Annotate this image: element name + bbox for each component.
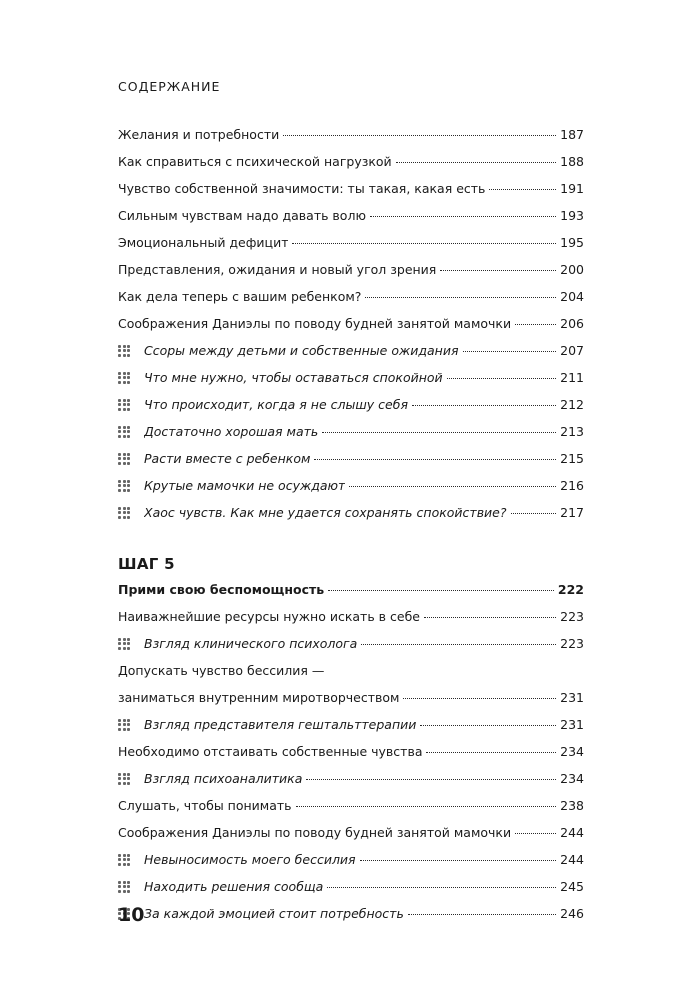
toc-group-b (118, 603, 584, 657)
dot-grid-icon (118, 453, 144, 465)
toc-page-number: 188 (560, 154, 584, 169)
toc-entry[interactable] (118, 175, 584, 202)
toc-subentry[interactable] (118, 765, 584, 792)
toc-entry[interactable] (118, 229, 584, 256)
toc-entry-title: Хаос чувств. Как мне удается сохранять спокойствие? (144, 505, 507, 520)
toc-page-number: 246 (560, 906, 584, 921)
toc-entry-title: Что мне нужно, чтобы оставаться спокойной (144, 370, 443, 385)
toc-subentry[interactable] (118, 499, 584, 526)
toc-entry-title: Расти вместе с ребенком (144, 451, 311, 466)
dot-leader (515, 833, 556, 834)
dot-leader (489, 189, 556, 190)
dot-leader (322, 432, 556, 433)
dot-grid-icon (118, 480, 144, 492)
toc-page-number: 195 (560, 235, 584, 250)
toc-page-number: 223 (560, 636, 584, 651)
toc-entry-title: За каждой эмоцией стоит потребность (144, 906, 404, 921)
dot-grid-icon (118, 773, 144, 785)
toc-entry-title: Невыносимость моего бессилия (144, 852, 356, 867)
toc-group-a (118, 121, 584, 526)
toc-entry-title: Взгляд представителя гештальттерапии (144, 717, 417, 732)
toc-entry-title: Эмоциональный дефицит (118, 235, 289, 250)
dot-leader (515, 324, 556, 325)
toc-entry-title: Взгляд психоаналитика (144, 771, 303, 786)
toc-subentry[interactable] (118, 391, 584, 418)
toc-subentry[interactable] (118, 337, 584, 364)
toc-entry[interactable] (118, 202, 584, 229)
dot-leader (296, 806, 557, 807)
toc-subentry[interactable] (118, 364, 584, 391)
toc-page-number: 245 (560, 879, 584, 894)
toc-entry[interactable] (118, 148, 584, 175)
toc-entry-title: Как дела теперь с вашим ребенком? (118, 289, 362, 304)
dot-leader (511, 513, 557, 514)
dot-leader (426, 752, 556, 753)
toc-page-number: 215 (560, 451, 584, 466)
toc-subentry[interactable] (118, 900, 584, 927)
toc-entry-title: Слушать, чтобы понимать (118, 798, 292, 813)
dot-leader (403, 698, 556, 699)
toc-entry-title: Крутые мамочки не осуждают (144, 478, 346, 493)
running-head: СОДЕРЖАНИЕ (118, 79, 221, 94)
dot-grid-icon (118, 507, 144, 519)
toc-page-number: 187 (560, 127, 584, 142)
toc-subentry[interactable] (118, 418, 584, 445)
toc-page-number: 234 (560, 744, 584, 759)
dot-leader (283, 135, 556, 136)
toc-page-number: 193 (560, 208, 584, 223)
toc-page-number: 234 (560, 771, 584, 786)
toc-page-number: 212 (560, 397, 584, 412)
toc-entry-title: Что происходит, когда я не слышу себя (144, 397, 408, 412)
toc-entry[interactable] (118, 792, 584, 819)
toc-entry-title: Соображения Даниэлы по поводу будней занятой мамочки (118, 825, 512, 840)
toc-entry[interactable] (118, 819, 584, 846)
dot-leader (447, 378, 556, 379)
toc-entry-title: Соображения Даниэлы по поводу будней занятой мамочки (118, 316, 512, 331)
toc-subentry[interactable] (118, 472, 584, 499)
toc-page-number: 244 (560, 825, 584, 840)
step-page-number: 222 (557, 582, 584, 597)
dot-grid-icon (118, 719, 144, 731)
dot-leader (306, 779, 556, 780)
dot-leader (420, 725, 556, 726)
step-title-entry[interactable] (118, 576, 584, 603)
toc-entry-title: Как справиться с психической нагрузкой (118, 154, 392, 169)
toc-entry-title: Представления, ожидания и новый угол зрения (118, 262, 437, 277)
toc-page-number: 217 (560, 505, 584, 520)
dot-grid-icon (118, 399, 144, 411)
dot-leader (408, 914, 556, 915)
toc-page-number: 204 (560, 289, 584, 304)
dot-leader (463, 351, 557, 352)
toc-page-number: 231 (560, 690, 584, 705)
toc-page-number: 238 (560, 798, 584, 813)
toc-page-number: 207 (560, 343, 584, 358)
toc-page-number: 200 (560, 262, 584, 277)
toc-entry-title-line2: заниматься внутренним миротворчеством (118, 690, 400, 705)
toc-subentry[interactable] (118, 711, 584, 738)
toc-entry-title: Ссоры между детьми и собственные ожидания (144, 343, 459, 358)
step-heading: ШАГ 5 (118, 555, 175, 573)
dot-grid-icon (118, 426, 144, 438)
toc-entry-title: Чувство собственной значимости: ты такая, какая есть (118, 181, 486, 196)
toc-entry[interactable] (118, 256, 584, 283)
dot-leader (360, 860, 557, 861)
toc-page-number: 244 (560, 852, 584, 867)
toc-entry-title: Необходимо отстаивать собственные чувства (118, 744, 423, 759)
dot-leader (361, 644, 556, 645)
toc-page-number: 191 (560, 181, 584, 196)
dot-leader (349, 486, 556, 487)
dot-leader (370, 216, 556, 217)
dot-leader (292, 243, 556, 244)
toc-entry-title: Достаточно хорошая мать (144, 424, 319, 439)
dot-leader (396, 162, 556, 163)
toc-subentry[interactable] (118, 846, 584, 873)
page-number: 10 (118, 904, 145, 926)
dot-leader (412, 405, 556, 406)
toc-group-c (118, 711, 584, 927)
toc-page-number: 231 (560, 717, 584, 732)
toc-page-number: 223 (560, 609, 584, 624)
dot-leader (365, 297, 556, 298)
toc-subentry[interactable] (118, 445, 584, 472)
toc-entry[interactable] (118, 121, 584, 148)
dot-grid-icon (118, 881, 144, 893)
toc-entry[interactable] (118, 603, 584, 630)
step-title: Прими свою беспомощность (118, 582, 325, 597)
toc-entry[interactable] (118, 310, 584, 337)
toc-entry-multiline-line2[interactable] (118, 684, 584, 711)
toc-subentry[interactable] (118, 630, 584, 657)
toc-entry-title: Сильным чувствам надо давать волю (118, 208, 366, 223)
dot-grid-icon (118, 372, 144, 384)
toc-entry[interactable] (118, 738, 584, 765)
toc-subentry[interactable] (118, 873, 584, 900)
toc-entry-title-line1: Допускать чувство бессилия — (118, 663, 325, 678)
dot-grid-icon (118, 345, 144, 357)
dot-leader (328, 590, 554, 591)
dot-leader (314, 459, 556, 460)
toc-page-number: 213 (560, 424, 584, 439)
dot-grid-icon (118, 854, 144, 866)
dot-leader (424, 617, 556, 618)
toc-page-number: 216 (560, 478, 584, 493)
toc-entry-title: Находить решения сообща (144, 879, 324, 894)
dot-leader (440, 270, 556, 271)
dot-grid-icon (118, 638, 144, 650)
toc-entry-title: Наиважнейшие ресурсы нужно искать в себе (118, 609, 420, 624)
toc-entry[interactable] (118, 283, 584, 310)
toc-entry-multiline-line1[interactable] (118, 657, 584, 684)
toc-page-number: 211 (560, 370, 584, 385)
toc-entry-title: Взгляд клинического психолога (144, 636, 358, 651)
toc-page-number: 206 (560, 316, 584, 331)
dot-leader (327, 887, 556, 888)
table-of-contents (118, 121, 584, 927)
toc-entry-title: Желания и потребности (118, 127, 280, 142)
